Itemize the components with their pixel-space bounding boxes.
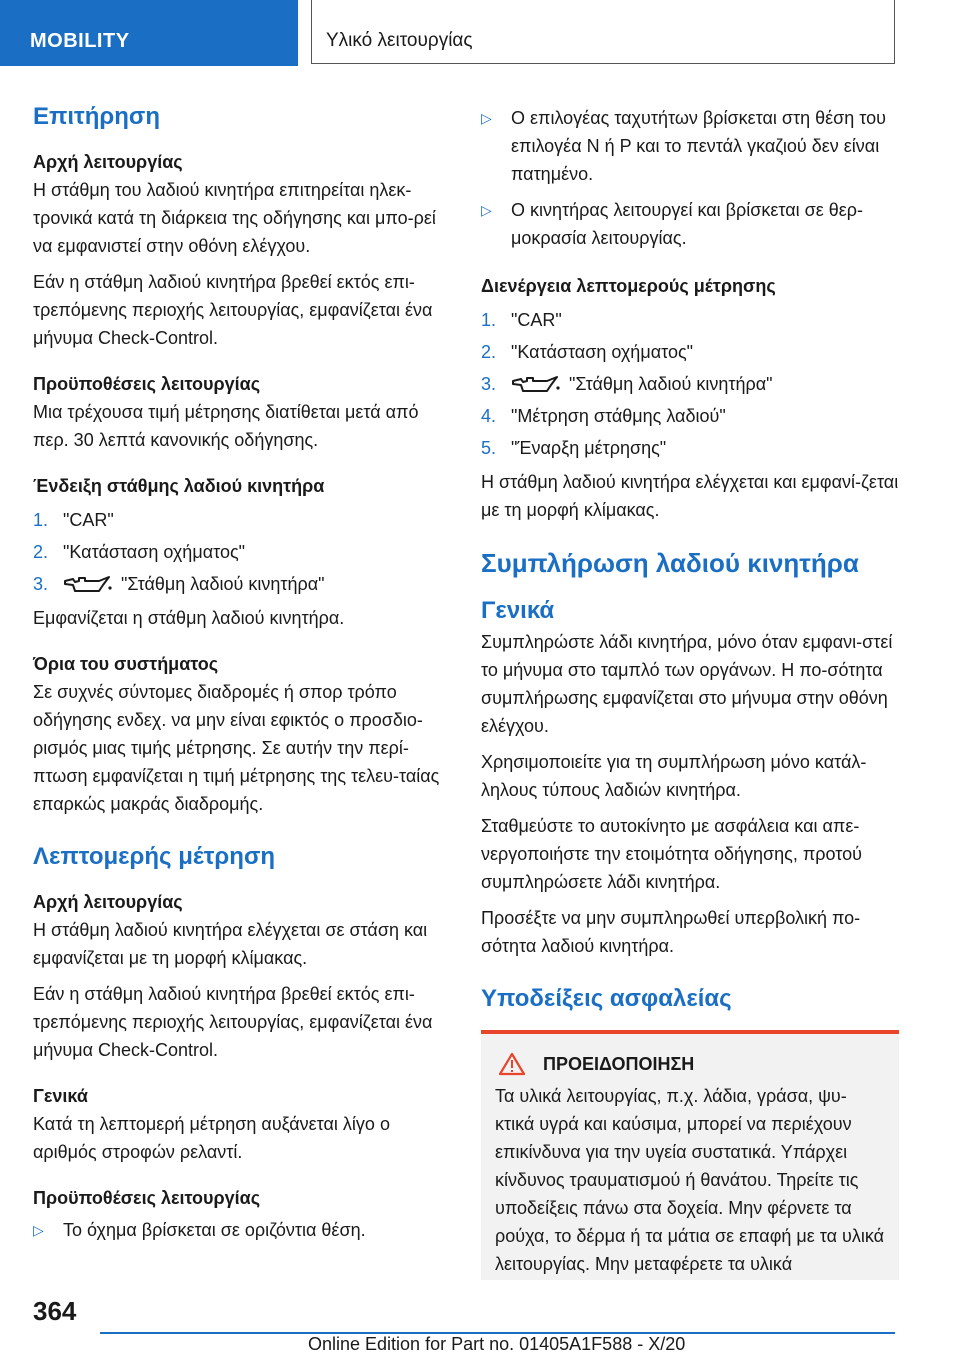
- step-text: "Κατάσταση οχήματος": [63, 542, 246, 562]
- paragraph: Συμπληρώστε λάδι κινητήρα, μόνο όταν εμφανι-στεί το μήνυμα στο ταμπλό των οργάνων. Η πο-σότητα συμπλήρωσης εμφανίζεται στο μήνυμα στην οθόνη ελέγχου.: [481, 632, 893, 736]
- list-item: [33, 536, 451, 568]
- heading-general: Γενικά: [33, 1086, 88, 1106]
- section-tab-mobility: MOBILITY: [0, 0, 298, 66]
- paragraph: Προσέξτε να μην συμπληρωθεί υπερβολική πο-σότητα λαδιού κινητήρα.: [481, 908, 861, 956]
- list-item: [33, 504, 451, 536]
- step-number: 3.: [33, 574, 49, 594]
- step-text: "Μέτρηση στάθμης λαδιού": [511, 406, 726, 426]
- step-number: 5.: [481, 438, 497, 458]
- page-number: 364: [33, 1296, 77, 1326]
- step-text: "Στάθμη λαδιού κινητήρα": [121, 574, 325, 594]
- heading-monitoring: Επιτήρηση: [33, 103, 161, 130]
- heading-principle: Αρχή λειτουργίας: [33, 892, 183, 912]
- paragraph: Εμφανίζεται η στάθμη λαδιού κινητήρα.: [33, 608, 345, 628]
- list-item: [481, 336, 899, 368]
- heading-detailed-measurement: Λεπτομερής μέτρηση: [33, 843, 276, 870]
- heading-safety-notes: Υποδείξεις ασφαλείας: [481, 985, 732, 1012]
- steps-list: [481, 304, 899, 464]
- step-number: 1.: [33, 510, 49, 530]
- online-edition-note: Online Edition for Part no. 01405A1F588 - X/20: [308, 1334, 686, 1354]
- right-column: [481, 104, 899, 1280]
- paragraph: Εάν η στάθμη λαδιού κινητήρα βρεθεί εκτός επι-τρεπόμενης περιοχής λειτουργίας, εμφανίζεται ένα μήνυμα Check-Control.: [33, 984, 433, 1060]
- heading-oil-level-display: Ένδειξη στάθμης λαδιού κινητήρα: [33, 476, 325, 496]
- list-item: [481, 432, 899, 464]
- list-item: [481, 368, 899, 400]
- paragraph: Η στάθμη λαδιού κινητήρα ελέγχεται και εμφανί-ζεται με τη μορφή κλίμακας.: [481, 472, 899, 520]
- triangle-bullet-icon: ▷: [33, 1222, 44, 1238]
- list-item: [481, 304, 899, 336]
- step-text: "Κατάσταση οχήματος": [511, 342, 694, 362]
- warning-box: [481, 1030, 899, 1280]
- paragraph: Εάν η στάθμη λαδιού κινητήρα βρεθεί εκτός επι-τρεπόμενης περιοχής λειτουργίας, εμφανίζεται ένα μήνυμα Check-Control.: [33, 272, 433, 348]
- step-number: 3.: [481, 374, 497, 394]
- bullet-list: [481, 104, 899, 252]
- oil-can-icon: [511, 372, 561, 396]
- paragraph: Χρησιμοποιείτε για τη συμπλήρωση μόνο κατάλ-ληλους τύπους λαδιών κινητήρα.: [481, 752, 867, 800]
- bullet-text: Το όχημα βρίσκεται σε οριζόντια θέση.: [63, 1220, 366, 1240]
- step-number: 2.: [33, 542, 49, 562]
- heading-system-limits: Όρια του συστήματος: [33, 654, 219, 674]
- list-item: [33, 1216, 451, 1244]
- warning-triangle-icon: [499, 1052, 525, 1076]
- triangle-bullet-icon: ▷: [481, 202, 492, 218]
- paragraph: Σταθμεύστε το αυτοκίνητο με ασφάλεια και απε-νεργοποιήστε την ετοιμότητα οδήγησης, προτού συμπληρώσετε λάδι κινητήρα.: [481, 816, 862, 892]
- step-text: "Έναρξη μέτρησης": [511, 438, 667, 458]
- paragraph: Μια τρέχουσα τιμή μέτρησης διατίθεται μετά από περ. 30 λεπτά κανονικής οδήγησης.: [33, 402, 419, 450]
- left-column: [33, 100, 451, 1254]
- warning-title: ΠΡΟΕΙΔΟΠΟΙΗΣΗ: [543, 1054, 695, 1074]
- list-item: [481, 196, 899, 252]
- paragraph: Σε συχνές σύντομες διαδρομές ή σπορ τρόπο οδήγησης ενδεχ. να μην είναι εφικτός ο προσδιο-ρισμός μιας τιμής μέτρησης. Σε αυτήν την περί-πτωση εμφανίζεται η τιμή μέτρησης της τελευ-ταίας επαρκώς μακράς διαδρομής.: [33, 682, 440, 814]
- chapter-title: Υλικό λειτουργίας: [311, 0, 895, 64]
- heading-prerequisites: Προϋποθέσεις λειτουργίας: [33, 1188, 261, 1208]
- heading-principle: Αρχή λειτουργίας: [33, 152, 183, 172]
- step-number: 1.: [481, 310, 497, 330]
- step-text: "CAR": [511, 310, 562, 330]
- paragraph: Η στάθμη λαδιού κινητήρα ελέγχεται σε στάση και εμφανίζεται με τη μορφή κλίμακας.: [33, 920, 428, 968]
- oil-can-icon: [63, 572, 113, 596]
- step-number: 2.: [481, 342, 497, 362]
- heading-general: Γενικά: [481, 597, 555, 624]
- triangle-bullet-icon: ▷: [481, 110, 492, 126]
- bullet-text: Ο επιλογέας ταχυτήτων βρίσκεται στη θέση του επιλογέα N ή P και το πεντάλ γκαζιού δεν είναι πατημένο.: [511, 108, 886, 184]
- list-item: [33, 568, 451, 600]
- paragraph: Κατά τη λεπτομερή μέτρηση αυξάνεται λίγο ο αριθμός στροφών ρελαντί.: [33, 1114, 390, 1162]
- steps-list: [33, 504, 451, 600]
- step-number: 4.: [481, 406, 497, 426]
- warning-text: Τα υλικά λειτουργίας, π.χ. λάδια, γράσα, ψυ-κτικά υγρά και καύσιμα, μπορεί να περιέχουν επικίνδυνα για την υγεία συστατικά. Υπάρχει κίνδυνος τραυματισμού ή θανάτου. Τηρείτε τις υποδείξεις πάνω στα δοχεία. Μην φέρνετε τα ρούχα, το δέρμα ή τα μάτια σε επαφή με τα υλικά λειτουργίας. Μην μεταφέρετε τα υλικά: [495, 1086, 885, 1274]
- step-text: "Στάθμη λαδιού κινητήρα": [569, 374, 773, 394]
- step-text: "CAR": [63, 510, 114, 530]
- heading-perform-measurement: Διενέργεια λεπτομερούς μέτρησης: [481, 276, 776, 296]
- heading-prerequisites: Προϋποθέσεις λειτουργίας: [33, 374, 261, 394]
- bullet-text: Ο κινητήρας λειτουργεί και βρίσκεται σε θερ-μοκρασία λειτουργίας.: [511, 200, 864, 248]
- warning-header: [495, 1050, 885, 1078]
- list-item: [481, 104, 899, 188]
- paragraph: Η στάθμη του λαδιού κινητήρα επιτηρείται ηλεκ-τρονικά κατά τη διάρκεια της οδήγησης και μπο-ρεί να εμφανιστεί στην οθόνη ελέγχου.: [33, 180, 436, 256]
- list-item: [481, 400, 899, 432]
- bullet-list: [33, 1216, 451, 1244]
- heading-refill-oil: Συμπλήρωση λαδιού κινητήρα: [481, 548, 859, 578]
